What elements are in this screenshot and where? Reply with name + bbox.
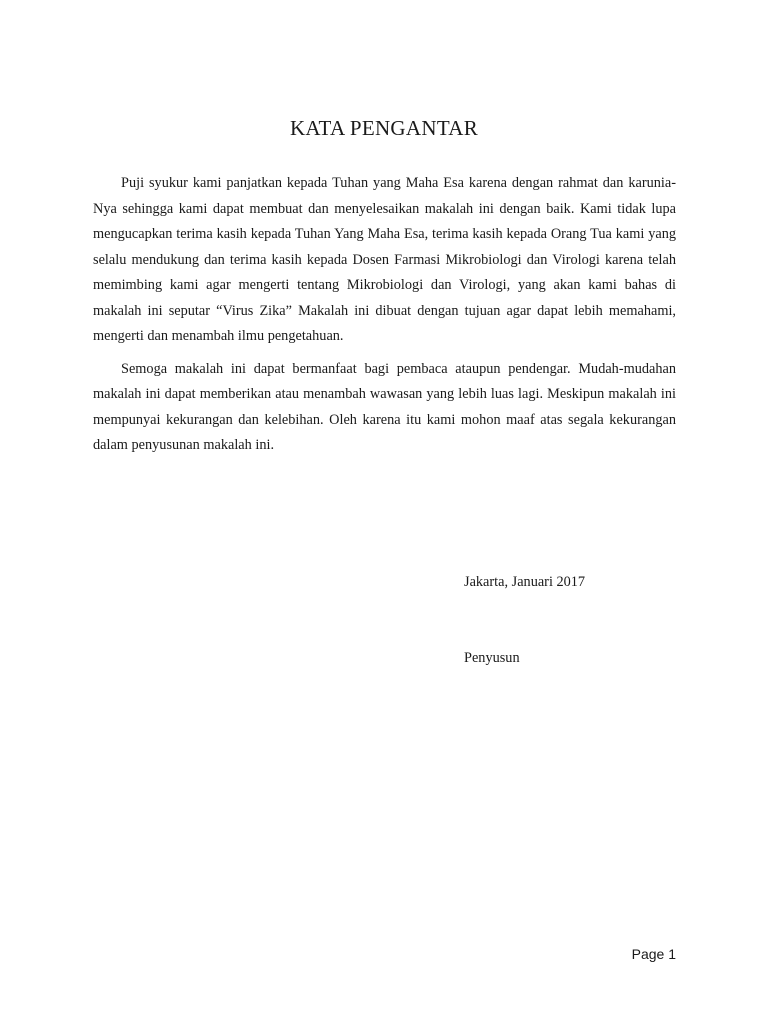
paragraph-1: Puji syukur kami panjatkan kepada Tuhan yang Maha Esa karena dengan rahmat dan karunia-Nya sehingga kami dapat membuat dan menyelesaikan makalah ini dengan baik. Kami tidak lupa mengucapkan terima kasih kepada Tuhan Yang Maha Esa, terima kasih kepada Orang Tua kami yang selalu mendukung dan terima kasih kepada Dosen Farmasi Mikrobiologi dan Virologi karena telah memimbing kami agar mengerti tentang Mikrobiologi dan Virologi, yang akan kami bahas di makalah ini seputar “Virus Zika” Makalah ini dibuat dengan tujuan agar dapat lebih memahami, mengerti dan menambah ilmu pengetahuan. [93, 175, 676, 344]
author-signature: Penyusun [464, 650, 520, 666]
page-number: Page 1 [631, 946, 676, 962]
place-date: Jakarta, Januari 2017 [464, 574, 586, 590]
paragraph-2: Semoga makalah ini dapat bermanfaat bagi pembaca ataupun pendengar. Mudah-mudahan makalah ini dapat memberikan atau menambah wawasan yang lebih luas lagi. Meskipun makalah ini mempunyai kekurangan dan kelebihan. Oleh karena itu kami mohon maaf atas segala kekurangan dalam penyusunan makalah ini. [93, 360, 676, 453]
page-title: KATA PENGANTAR [289, 116, 479, 140]
body-text [93, 171, 676, 459]
